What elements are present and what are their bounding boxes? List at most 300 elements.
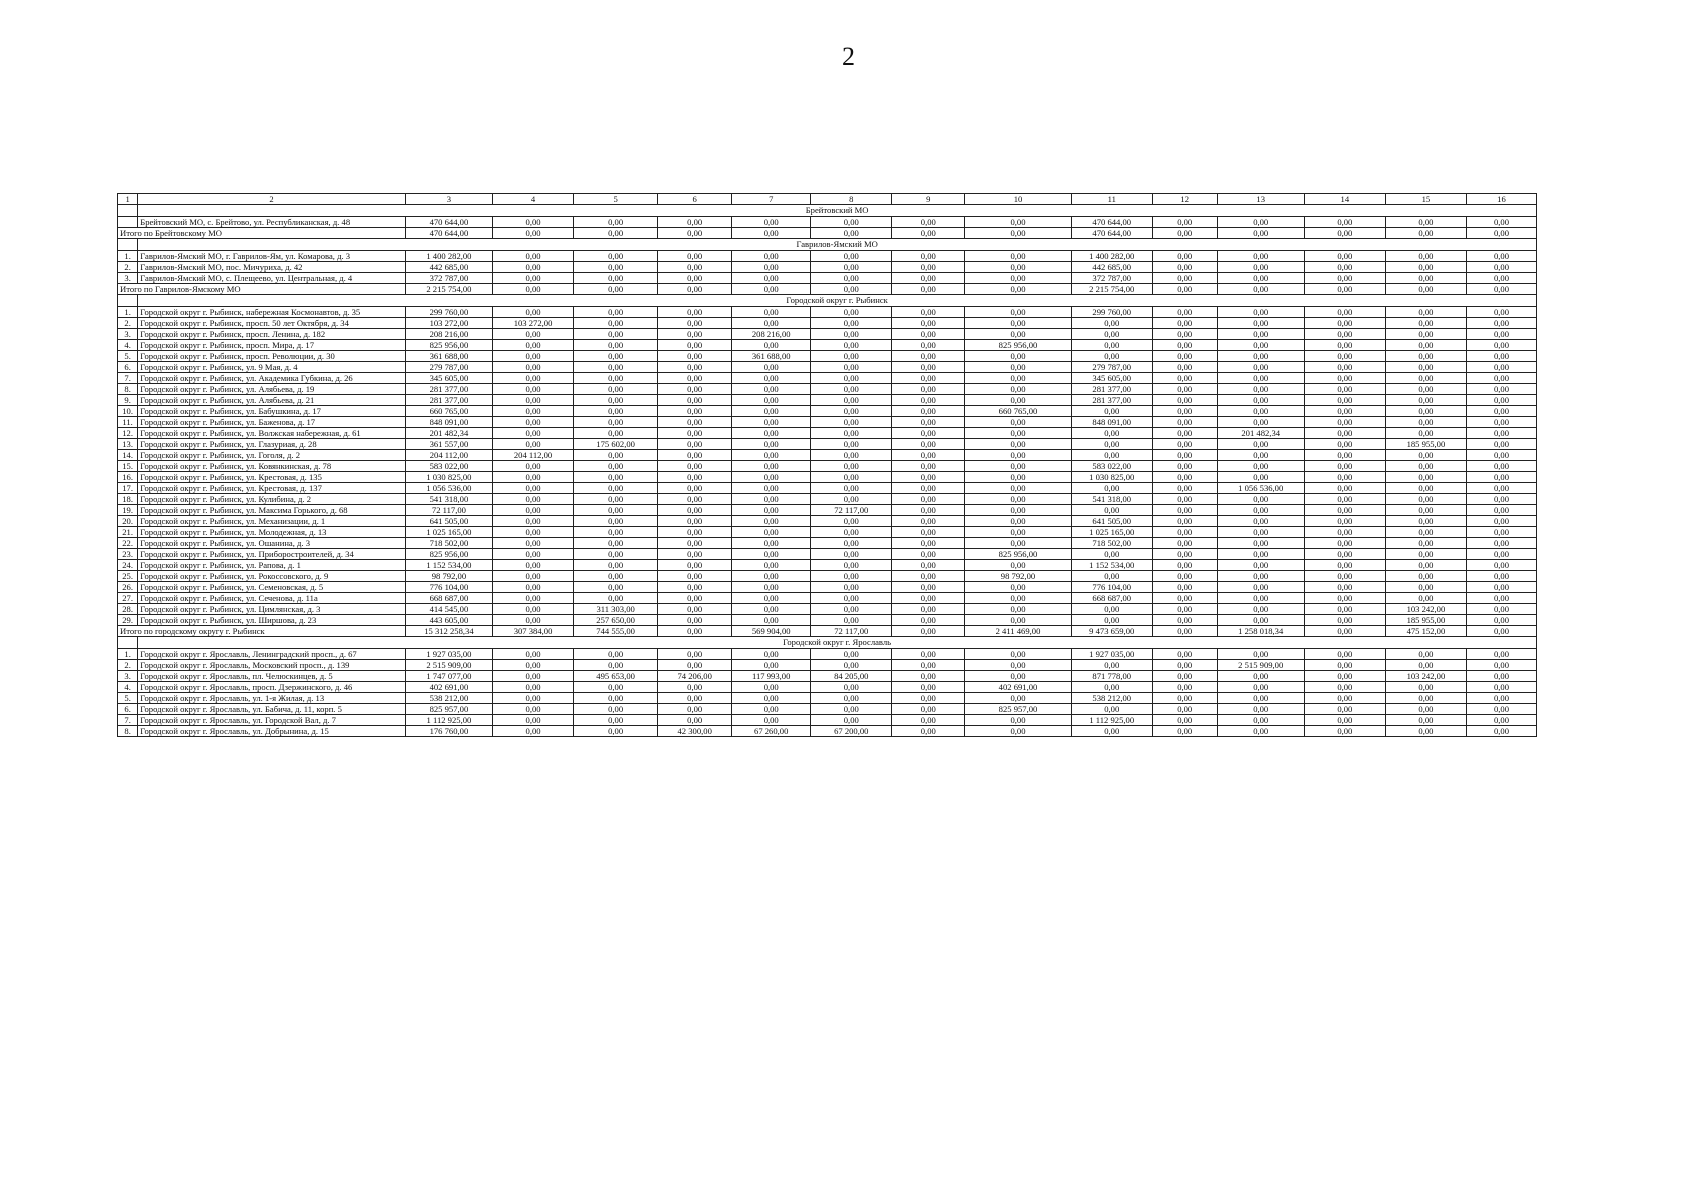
amount-cell: 0,00 — [732, 538, 811, 549]
amount-cell: 0,00 — [1304, 461, 1385, 472]
amount-cell: 0,00 — [1304, 472, 1385, 483]
object-address: Городской округ г. Рыбинск, ул. Молодежная, д. 13 — [138, 527, 406, 538]
section-title-spacer — [118, 239, 138, 251]
amount-cell: 0,00 — [493, 560, 574, 571]
total-amount-cell: 307 384,00 — [493, 626, 574, 637]
amount-cell: 0,00 — [965, 615, 1071, 626]
amount-cell: 0,00 — [1217, 329, 1304, 340]
object-address: Городской округ г. Ярославль, ул. Добрынина, д. 15 — [138, 726, 406, 737]
table-row — [118, 439, 1537, 450]
amount-cell: 0,00 — [1217, 516, 1304, 527]
amount-cell: 0,00 — [732, 472, 811, 483]
amount-cell: 0,00 — [493, 362, 574, 373]
amount-cell: 0,00 — [493, 615, 574, 626]
amount-cell: 0,00 — [892, 649, 965, 660]
amount-cell: 0,00 — [965, 318, 1071, 329]
amount-cell: 0,00 — [1304, 483, 1385, 494]
amount-cell: 0,00 — [1466, 273, 1536, 284]
amount-cell: 0,00 — [574, 262, 658, 273]
amount-cell: 0,00 — [732, 660, 811, 671]
column-header-cell: 9 — [892, 194, 965, 205]
amount-cell: 103 272,00 — [405, 318, 492, 329]
row-number: 5. — [118, 351, 138, 362]
amount-cell: 0,00 — [1217, 671, 1304, 682]
amount-cell: 0,00 — [1217, 251, 1304, 262]
total-amount-cell: 0,00 — [493, 228, 574, 239]
amount-cell: 402 691,00 — [405, 682, 492, 693]
amount-cell: 0,00 — [1466, 450, 1536, 461]
amount-cell: 0,00 — [658, 516, 732, 527]
table-row — [118, 395, 1537, 406]
amount-cell: 0,00 — [1304, 384, 1385, 395]
amount-cell: 0,00 — [1385, 549, 1466, 560]
amount-cell: 0,00 — [732, 417, 811, 428]
amount-cell: 442 685,00 — [405, 262, 492, 273]
table-row — [118, 384, 1537, 395]
amount-cell: 0,00 — [1152, 461, 1217, 472]
amount-cell: 0,00 — [493, 505, 574, 516]
amount-cell: 0,00 — [1217, 351, 1304, 362]
row-number: 7. — [118, 373, 138, 384]
amount-cell: 0,00 — [892, 494, 965, 505]
amount-cell: 0,00 — [574, 395, 658, 406]
row-number: 7. — [118, 715, 138, 726]
amount-cell: 0,00 — [658, 715, 732, 726]
amount-cell: 0,00 — [1217, 615, 1304, 626]
section-total-row — [118, 284, 1537, 295]
total-amount-cell: 0,00 — [1466, 626, 1536, 637]
row-number: 14. — [118, 450, 138, 461]
amount-cell: 0,00 — [965, 693, 1071, 704]
row-number: 2. — [118, 262, 138, 273]
amount-cell: 0,00 — [892, 571, 965, 582]
row-number: 18. — [118, 494, 138, 505]
section-title: Городской округ г. Ярославль — [138, 637, 1537, 649]
amount-cell: 0,00 — [1071, 428, 1152, 439]
amount-cell: 117 993,00 — [732, 671, 811, 682]
amount-cell: 0,00 — [732, 251, 811, 262]
amount-cell: 0,00 — [732, 461, 811, 472]
amount-cell: 0,00 — [574, 549, 658, 560]
amount-cell: 0,00 — [1385, 395, 1466, 406]
amount-cell: 0,00 — [1152, 494, 1217, 505]
amount-cell: 0,00 — [892, 671, 965, 682]
amount-cell: 0,00 — [965, 362, 1071, 373]
amount-cell: 0,00 — [1304, 693, 1385, 704]
amount-cell: 1 927 035,00 — [405, 649, 492, 660]
amount-cell: 0,00 — [1217, 571, 1304, 582]
table-row — [118, 450, 1537, 461]
amount-cell: 0,00 — [658, 461, 732, 472]
amount-cell: 0,00 — [965, 483, 1071, 494]
amount-cell: 660 765,00 — [965, 406, 1071, 417]
amount-cell: 0,00 — [1152, 593, 1217, 604]
section-title: Гаврилов-Ямский МО — [138, 239, 1537, 251]
amount-cell: 0,00 — [1385, 318, 1466, 329]
table-row — [118, 461, 1537, 472]
total-amount-cell: 0,00 — [732, 284, 811, 295]
object-address: Городской округ г. Рыбинск, ул. 9 Мая, д. 4 — [138, 362, 406, 373]
column-header-cell: 11 — [1071, 194, 1152, 205]
row-number: 3. — [118, 329, 138, 340]
amount-cell: 0,00 — [1385, 505, 1466, 516]
amount-cell: 0,00 — [574, 649, 658, 660]
row-number: 19. — [118, 505, 138, 516]
amount-cell: 201 482,34 — [1217, 428, 1304, 439]
amount-cell: 0,00 — [892, 362, 965, 373]
amount-cell: 0,00 — [811, 660, 892, 671]
table-row — [118, 549, 1537, 560]
amount-cell: 0,00 — [1071, 505, 1152, 516]
amount-cell: 0,00 — [732, 395, 811, 406]
amount-cell: 0,00 — [493, 660, 574, 671]
amount-cell: 0,00 — [1385, 582, 1466, 593]
amount-cell: 0,00 — [1304, 450, 1385, 461]
amount-cell: 0,00 — [574, 582, 658, 593]
object-address: Городской округ г. Рыбинск, ул. Крестовая, д. 135 — [138, 472, 406, 483]
amount-cell: 0,00 — [1152, 538, 1217, 549]
column-header-cell: 6 — [658, 194, 732, 205]
amount-cell: 0,00 — [811, 571, 892, 582]
object-address: Городской округ г. Рыбинск, ул. Волжская набережная, д. 61 — [138, 428, 406, 439]
amount-cell: 0,00 — [892, 549, 965, 560]
total-amount-cell: 0,00 — [732, 228, 811, 239]
amount-cell: 0,00 — [811, 516, 892, 527]
amount-cell: 0,00 — [892, 593, 965, 604]
amount-cell: 0,00 — [811, 217, 892, 228]
row-number: 4. — [118, 682, 138, 693]
amount-cell: 0,00 — [1466, 649, 1536, 660]
amount-cell: 0,00 — [658, 593, 732, 604]
amount-cell: 0,00 — [658, 693, 732, 704]
object-address: Брейтовский МО, с. Брейтово, ул. Республиканская, д. 48 — [138, 217, 406, 228]
amount-cell: 208 216,00 — [405, 329, 492, 340]
total-amount-cell: 0,00 — [574, 284, 658, 295]
amount-cell: 299 760,00 — [405, 307, 492, 318]
amount-cell: 0,00 — [732, 373, 811, 384]
amount-cell: 0,00 — [1466, 251, 1536, 262]
amount-cell: 0,00 — [493, 704, 574, 715]
amount-cell: 0,00 — [658, 307, 732, 318]
amount-cell: 361 688,00 — [405, 351, 492, 362]
amount-cell: 0,00 — [1466, 373, 1536, 384]
amount-cell: 0,00 — [892, 461, 965, 472]
amount-cell: 0,00 — [811, 483, 892, 494]
amount-cell: 0,00 — [493, 671, 574, 682]
amount-cell: 0,00 — [965, 494, 1071, 505]
amount-cell: 0,00 — [811, 351, 892, 362]
amount-cell: 0,00 — [493, 461, 574, 472]
amount-cell: 0,00 — [732, 406, 811, 417]
amount-cell: 0,00 — [493, 571, 574, 582]
row-number: 6. — [118, 704, 138, 715]
object-address: Городской округ г. Рыбинск, ул. Механизации, д. 1 — [138, 516, 406, 527]
row-number: 22. — [118, 538, 138, 549]
amount-cell: 0,00 — [1217, 560, 1304, 571]
amount-cell: 0,00 — [574, 527, 658, 538]
amount-cell: 776 104,00 — [1071, 582, 1152, 593]
row-number: 26. — [118, 582, 138, 593]
amount-cell: 0,00 — [1466, 307, 1536, 318]
amount-cell: 0,00 — [1385, 472, 1466, 483]
amount-cell: 0,00 — [1304, 505, 1385, 516]
amount-cell: 0,00 — [1217, 450, 1304, 461]
amount-cell: 0,00 — [1071, 549, 1152, 560]
amount-cell: 0,00 — [658, 538, 732, 549]
amount-cell: 0,00 — [1217, 538, 1304, 549]
amount-cell: 583 022,00 — [1071, 461, 1152, 472]
amount-cell: 0,00 — [892, 262, 965, 273]
total-amount-cell: 0,00 — [1217, 284, 1304, 295]
amount-cell: 0,00 — [1304, 351, 1385, 362]
amount-cell: 0,00 — [574, 318, 658, 329]
amount-cell: 0,00 — [965, 395, 1071, 406]
amount-cell: 0,00 — [1466, 593, 1536, 604]
amount-cell: 0,00 — [1217, 461, 1304, 472]
amount-cell: 0,00 — [811, 593, 892, 604]
row-number: 16. — [118, 472, 138, 483]
amount-cell: 0,00 — [965, 329, 1071, 340]
amount-cell: 0,00 — [1304, 604, 1385, 615]
table-row — [118, 494, 1537, 505]
total-amount-cell: 0,00 — [574, 228, 658, 239]
object-address: Городской округ г. Рыбинск, ул. Ошанина, д. 3 — [138, 538, 406, 549]
amount-cell: 0,00 — [1466, 417, 1536, 428]
amount-cell: 0,00 — [1304, 494, 1385, 505]
amount-cell: 0,00 — [892, 615, 965, 626]
amount-cell: 279 787,00 — [1071, 362, 1152, 373]
amount-cell: 848 091,00 — [1071, 417, 1152, 428]
table-row — [118, 362, 1537, 373]
amount-cell: 0,00 — [892, 560, 965, 571]
amount-cell: 0,00 — [1152, 571, 1217, 582]
amount-cell: 0,00 — [1304, 318, 1385, 329]
amount-cell: 0,00 — [1304, 715, 1385, 726]
amount-cell: 0,00 — [574, 450, 658, 461]
amount-cell: 0,00 — [732, 715, 811, 726]
amount-cell: 208 216,00 — [732, 329, 811, 340]
object-address: Городской округ г. Рыбинск, ул. Баженова, д. 17 — [138, 417, 406, 428]
amount-cell: 1 927 035,00 — [1071, 649, 1152, 660]
amount-cell: 84 205,00 — [811, 671, 892, 682]
amount-cell: 0,00 — [811, 417, 892, 428]
amount-cell: 67 200,00 — [811, 726, 892, 737]
table-row — [118, 472, 1537, 483]
amount-cell: 0,00 — [658, 428, 732, 439]
amount-cell: 0,00 — [1466, 682, 1536, 693]
amount-cell: 541 318,00 — [405, 494, 492, 505]
amount-cell: 0,00 — [658, 450, 732, 461]
amount-cell: 0,00 — [965, 649, 1071, 660]
row-number: 3. — [118, 671, 138, 682]
amount-cell: 0,00 — [732, 318, 811, 329]
amount-cell: 0,00 — [732, 450, 811, 461]
amount-cell: 0,00 — [574, 560, 658, 571]
total-amount-cell: 470 644,00 — [1071, 228, 1152, 239]
amount-cell: 0,00 — [574, 217, 658, 228]
amount-cell: 0,00 — [811, 384, 892, 395]
object-address: Городской округ г. Ярославль, ул. 1-я Жилая, д. 13 — [138, 693, 406, 704]
amount-cell: 72 117,00 — [405, 505, 492, 516]
amount-cell: 0,00 — [493, 682, 574, 693]
amount-cell: 0,00 — [493, 593, 574, 604]
row-number: 6. — [118, 362, 138, 373]
amount-cell: 0,00 — [493, 604, 574, 615]
amount-cell: 2 515 909,00 — [405, 660, 492, 671]
total-amount-cell: 475 152,00 — [1385, 626, 1466, 637]
amount-cell: 871 778,00 — [1071, 671, 1152, 682]
table-row — [118, 615, 1537, 626]
amount-cell: 0,00 — [892, 704, 965, 715]
row-number: 5. — [118, 693, 138, 704]
amount-cell: 0,00 — [811, 307, 892, 318]
amount-cell: 0,00 — [811, 262, 892, 273]
object-address: Городской округ г. Рыбинск, ул. Гоголя, д. 2 — [138, 450, 406, 461]
object-address: Городской округ г. Ярославль, ул. Бабича, д. 11, корп. 5 — [138, 704, 406, 715]
amount-cell: 0,00 — [1071, 726, 1152, 737]
amount-cell: 0,00 — [574, 428, 658, 439]
table-row — [118, 417, 1537, 428]
amount-cell: 0,00 — [811, 406, 892, 417]
amount-cell: 0,00 — [1304, 704, 1385, 715]
amount-cell: 825 956,00 — [965, 549, 1071, 560]
amount-cell: 0,00 — [493, 715, 574, 726]
amount-cell: 0,00 — [1071, 615, 1152, 626]
amount-cell: 0,00 — [1466, 439, 1536, 450]
amount-cell: 0,00 — [658, 395, 732, 406]
amount-cell: 0,00 — [1385, 483, 1466, 494]
total-amount-cell: 0,00 — [1304, 626, 1385, 637]
amount-cell: 0,00 — [1304, 615, 1385, 626]
object-address: Городской округ г. Рыбинск, просп. Ленина, д. 182 — [138, 329, 406, 340]
object-address: Городской округ г. Рыбинск, ул. Кулибина, д. 2 — [138, 494, 406, 505]
amount-cell: 0,00 — [811, 340, 892, 351]
amount-cell: 0,00 — [965, 307, 1071, 318]
total-amount-cell: 470 644,00 — [405, 228, 492, 239]
amount-cell: 0,00 — [965, 251, 1071, 262]
total-amount-cell: 0,00 — [1385, 284, 1466, 295]
amount-cell: 0,00 — [1152, 362, 1217, 373]
amount-cell: 668 687,00 — [1071, 593, 1152, 604]
amount-cell: 0,00 — [1217, 505, 1304, 516]
amount-cell: 0,00 — [493, 527, 574, 538]
amount-cell: 0,00 — [1217, 494, 1304, 505]
amount-cell: 0,00 — [1385, 571, 1466, 582]
amount-cell: 0,00 — [493, 428, 574, 439]
row-number: 10. — [118, 406, 138, 417]
amount-cell: 0,00 — [892, 439, 965, 450]
amount-cell: 0,00 — [1385, 428, 1466, 439]
amount-cell: 372 787,00 — [1071, 273, 1152, 284]
amount-cell: 0,00 — [811, 693, 892, 704]
amount-cell: 0,00 — [1152, 682, 1217, 693]
row-number: 11. — [118, 417, 138, 428]
amount-cell: 0,00 — [1466, 527, 1536, 538]
amount-cell: 0,00 — [892, 217, 965, 228]
amount-cell: 0,00 — [892, 715, 965, 726]
amount-cell: 0,00 — [1466, 505, 1536, 516]
amount-cell: 0,00 — [732, 505, 811, 516]
amount-cell: 0,00 — [811, 549, 892, 560]
amount-cell: 0,00 — [1217, 715, 1304, 726]
row-number: 28. — [118, 604, 138, 615]
amount-cell: 0,00 — [965, 428, 1071, 439]
amount-cell: 0,00 — [658, 472, 732, 483]
amount-cell: 0,00 — [1385, 450, 1466, 461]
table-row — [118, 649, 1537, 660]
amount-cell: 0,00 — [1385, 704, 1466, 715]
row-number: 1. — [118, 251, 138, 262]
amount-cell: 0,00 — [811, 329, 892, 340]
amount-cell: 0,00 — [811, 373, 892, 384]
amount-cell: 0,00 — [574, 494, 658, 505]
amount-cell: 0,00 — [1152, 516, 1217, 527]
object-address: Городской округ г. Рыбинск, ул. Ковянкинская, д. 78 — [138, 461, 406, 472]
amount-cell: 0,00 — [892, 273, 965, 284]
amount-cell: 0,00 — [574, 483, 658, 494]
total-amount-cell: 0,00 — [811, 228, 892, 239]
amount-cell: 0,00 — [658, 682, 732, 693]
total-amount-cell: 2 411 469,00 — [965, 626, 1071, 637]
amount-cell: 0,00 — [732, 649, 811, 660]
row-number — [118, 217, 138, 228]
amount-cell: 0,00 — [1385, 516, 1466, 527]
amount-cell: 0,00 — [811, 715, 892, 726]
row-number: 15. — [118, 461, 138, 472]
amount-cell: 0,00 — [732, 384, 811, 395]
amount-cell: 0,00 — [1071, 483, 1152, 494]
amount-cell: 0,00 — [574, 516, 658, 527]
amount-cell: 0,00 — [892, 251, 965, 262]
amount-cell: 0,00 — [658, 494, 732, 505]
amount-cell: 495 653,00 — [574, 671, 658, 682]
section-total-row — [118, 228, 1537, 239]
amount-cell: 0,00 — [892, 384, 965, 395]
amount-cell: 98 792,00 — [965, 571, 1071, 582]
total-amount-cell: 0,00 — [1304, 284, 1385, 295]
section-total-label: Итого по Гаврилов-Ямскому МО — [118, 284, 406, 295]
amount-cell: 0,00 — [732, 560, 811, 571]
amount-cell: 0,00 — [1152, 351, 1217, 362]
amount-cell: 0,00 — [965, 560, 1071, 571]
amount-cell: 0,00 — [1217, 527, 1304, 538]
amount-cell: 0,00 — [1385, 715, 1466, 726]
table-row — [118, 273, 1537, 284]
amount-cell: 641 505,00 — [405, 516, 492, 527]
object-address: Городской округ г. Рыбинск, ул. Алябьева, д. 19 — [138, 384, 406, 395]
amount-cell: 0,00 — [965, 461, 1071, 472]
row-number: 29. — [118, 615, 138, 626]
amount-cell: 0,00 — [732, 340, 811, 351]
amount-cell: 0,00 — [732, 693, 811, 704]
amount-cell: 345 605,00 — [405, 373, 492, 384]
amount-cell: 0,00 — [1152, 273, 1217, 284]
amount-cell: 0,00 — [1385, 307, 1466, 318]
amount-cell: 345 605,00 — [1071, 373, 1152, 384]
amount-cell: 0,00 — [1385, 340, 1466, 351]
amount-cell: 0,00 — [493, 351, 574, 362]
section-title-row — [118, 239, 1537, 251]
row-number: 2. — [118, 318, 138, 329]
amount-cell: 0,00 — [1385, 649, 1466, 660]
amount-cell: 0,00 — [493, 307, 574, 318]
column-header-cell: 2 — [138, 194, 406, 205]
amount-cell: 0,00 — [658, 571, 732, 582]
total-amount-cell: 0,00 — [965, 284, 1071, 295]
amount-cell: 0,00 — [1304, 428, 1385, 439]
object-address: Городской округ г. Рыбинск, ул. Цимлянская, д. 3 — [138, 604, 406, 615]
amount-cell: 299 760,00 — [1071, 307, 1152, 318]
